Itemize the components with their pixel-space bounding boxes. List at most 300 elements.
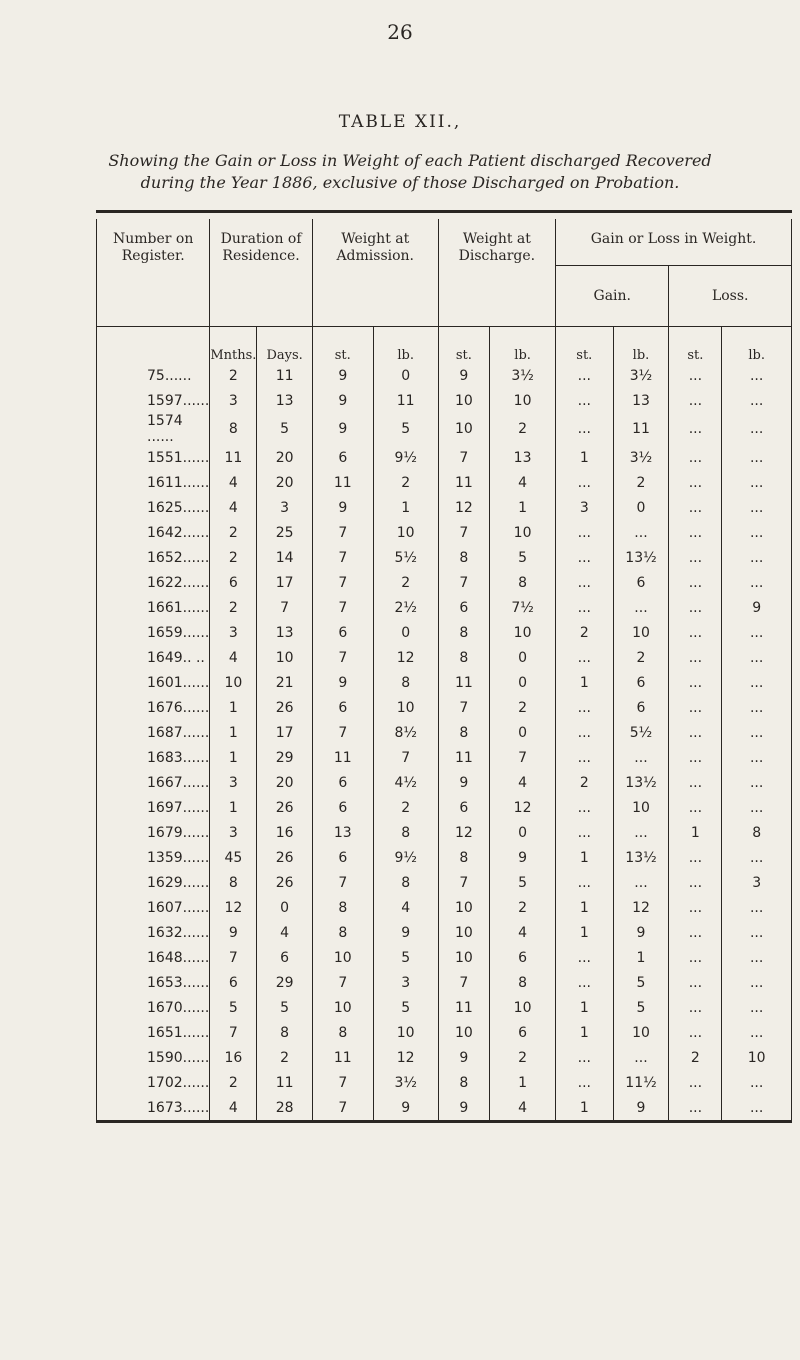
cell-admission-lb: 11: [373, 388, 438, 413]
table-row: [97, 670, 792, 695]
cell-discharge-lb: 10: [490, 995, 556, 1020]
unit-dis-st: st.: [438, 327, 489, 364]
cell-discharge-lb: 0: [490, 820, 556, 845]
cell-admission-st: 13: [312, 820, 373, 845]
cell-months: 8: [210, 413, 257, 445]
cell-months: 4: [210, 1095, 257, 1122]
cell-days: 0: [257, 895, 312, 920]
cell-loss-st: ...: [669, 1020, 722, 1045]
cell-months: 9: [210, 920, 257, 945]
cell-discharge-lb: 7½: [490, 595, 556, 620]
cell-discharge-lb: 13: [490, 445, 556, 470]
cell-gain-lb: 2: [613, 470, 669, 495]
cell-months: 4: [210, 470, 257, 495]
cell-discharge-st: 10: [438, 413, 489, 445]
cell-gain-lb: 13½: [613, 845, 669, 870]
cell-discharge-lb: 1: [490, 1070, 556, 1095]
cell-discharge-lb: 6: [490, 1020, 556, 1045]
table-row: [97, 720, 792, 745]
cell-loss-lb: ...: [722, 845, 792, 870]
cell-gain-lb: 13: [613, 388, 669, 413]
header-gain-or-loss: Gain or Loss in Weight.: [556, 219, 792, 266]
cell-register-number: 1673......: [147, 1099, 210, 1116]
cell-months: 1: [210, 745, 257, 770]
cell-loss-lb: ...: [722, 470, 792, 495]
table-row: [97, 770, 792, 795]
cell-loss-st: ...: [669, 545, 722, 570]
cell-days: 25: [257, 520, 312, 545]
cell-loss-lb: ...: [722, 520, 792, 545]
cell-admission-st: 10: [312, 995, 373, 1020]
cell-gain-st: ...: [556, 388, 613, 413]
cell-gain-lb: 1: [613, 945, 669, 970]
cell-gain-st: ...: [556, 720, 613, 745]
cell-register-number: 1611......: [147, 474, 210, 491]
cell-loss-st: ...: [669, 645, 722, 670]
cell-loss-st: ...: [669, 445, 722, 470]
table-row: [97, 995, 792, 1020]
cell-loss-st: ...: [669, 970, 722, 995]
cell-discharge-lb: 2: [490, 413, 556, 445]
cell-register-number: 1652......: [147, 549, 210, 566]
cell-days: 20: [257, 770, 312, 795]
table-row: [97, 920, 792, 945]
cell-discharge-lb: 0: [490, 720, 556, 745]
cell-admission-lb: 2: [373, 470, 438, 495]
unit-blank: [97, 327, 210, 364]
cell-loss-st: 2: [669, 1045, 722, 1070]
cell-register-number: 1661......: [147, 599, 210, 616]
table-row: [97, 1095, 792, 1122]
cell-gain-lb: 0: [613, 495, 669, 520]
cell-discharge-st: 9: [438, 770, 489, 795]
header-gain: Gain.: [556, 266, 669, 327]
cell-months: 2: [210, 1070, 257, 1095]
cell-gain-st: ...: [556, 970, 613, 995]
cell-register-number: 1670......: [147, 999, 210, 1016]
cell-discharge-st: 12: [438, 820, 489, 845]
cell-discharge-lb: 2: [490, 895, 556, 920]
cell-discharge-lb: 4: [490, 770, 556, 795]
cell-days: 26: [257, 795, 312, 820]
cell-gain-st: ...: [556, 870, 613, 895]
cell-gain-st: ...: [556, 695, 613, 720]
cell-loss-lb: ...: [722, 770, 792, 795]
cell-months: 2: [210, 520, 257, 545]
cell-loss-st: ...: [669, 870, 722, 895]
cell-admission-st: 7: [312, 520, 373, 545]
cell-gain-lb: 5: [613, 995, 669, 1020]
cell-loss-lb: ...: [722, 945, 792, 970]
cell-days: 13: [257, 388, 312, 413]
cell-months: 2: [210, 595, 257, 620]
cell-loss-lb: ...: [722, 720, 792, 745]
cell-admission-lb: 12: [373, 1045, 438, 1070]
table-row: [97, 1020, 792, 1045]
cell-gain-lb: 6: [613, 695, 669, 720]
cell-loss-st: ...: [669, 1095, 722, 1122]
cell-gain-lb: 6: [613, 570, 669, 595]
table-row: [97, 388, 792, 413]
cell-loss-st: ...: [669, 920, 722, 945]
cell-discharge-lb: 10: [490, 620, 556, 645]
cell-months: 4: [210, 495, 257, 520]
units-row: [97, 327, 792, 364]
cell-months: 1: [210, 795, 257, 820]
cell-gain-st: ...: [556, 470, 613, 495]
header-number-on-register: Number on Register.: [97, 219, 210, 327]
cell-loss-lb: 8: [722, 820, 792, 845]
cell-loss-st: ...: [669, 995, 722, 1020]
cell-register-number: 1659......: [147, 624, 210, 641]
cell-admission-st: 7: [312, 970, 373, 995]
cell-register-number: 1648......: [147, 949, 210, 966]
cell-admission-lb: 4½: [373, 770, 438, 795]
cell-admission-st: 7: [312, 595, 373, 620]
cell-gain-st: 1: [556, 995, 613, 1020]
table-row: [97, 820, 792, 845]
table-row: [97, 945, 792, 970]
cell-discharge-st: 10: [438, 945, 489, 970]
cell-days: 6: [257, 945, 312, 970]
cell-discharge-st: 11: [438, 745, 489, 770]
cell-discharge-lb: 0: [490, 670, 556, 695]
cell-discharge-st: 11: [438, 470, 489, 495]
cell-admission-st: 9: [312, 495, 373, 520]
cell-gain-lb: ...: [613, 1045, 669, 1070]
cell-gain-lb: ...: [613, 745, 669, 770]
cell-discharge-lb: 7: [490, 745, 556, 770]
cell-admission-st: 7: [312, 870, 373, 895]
cell-admission-lb: 3: [373, 970, 438, 995]
unit-days: Days.: [257, 327, 312, 364]
cell-admission-lb: 2: [373, 795, 438, 820]
cell-loss-lb: ...: [722, 545, 792, 570]
table-row: [97, 495, 792, 520]
cell-admission-st: 8: [312, 920, 373, 945]
cell-register-number: 1649.. ..: [147, 649, 205, 666]
cell-discharge-lb: 4: [490, 470, 556, 495]
cell-admission-st: 7: [312, 720, 373, 745]
cell-register-number: 1597......: [147, 392, 210, 409]
cell-gain-st: ...: [556, 545, 613, 570]
cell-gain-st: ...: [556, 595, 613, 620]
cell-gain-st: 2: [556, 770, 613, 795]
cell-days: 2: [257, 1045, 312, 1070]
cell-admission-st: 7: [312, 1070, 373, 1095]
cell-discharge-lb: 4: [490, 1095, 556, 1122]
cell-loss-lb: ...: [722, 388, 792, 413]
cell-loss-st: ...: [669, 670, 722, 695]
cell-admission-st: 6: [312, 770, 373, 795]
cell-loss-st: ...: [669, 745, 722, 770]
cell-loss-lb: 10: [722, 1045, 792, 1070]
cell-months: 1: [210, 720, 257, 745]
table-row: [97, 545, 792, 570]
cell-register-number: 1651......: [147, 1024, 210, 1041]
cell-days: 26: [257, 845, 312, 870]
cell-register-number: 1359......: [147, 849, 210, 866]
unit-adm-lb: lb.: [373, 327, 438, 364]
cell-gain-st: ...: [556, 1045, 613, 1070]
cell-gain-lb: 10: [613, 620, 669, 645]
cell-discharge-st: 7: [438, 695, 489, 720]
cell-admission-st: 6: [312, 695, 373, 720]
cell-discharge-st: 8: [438, 720, 489, 745]
cell-discharge-st: 7: [438, 520, 489, 545]
cell-admission-st: 6: [312, 445, 373, 470]
cell-admission-lb: 2: [373, 570, 438, 595]
unit-gain-lb: lb.: [613, 327, 669, 364]
cell-loss-st: ...: [669, 595, 722, 620]
header-weight-at-admission: Weight at Admission.: [312, 219, 438, 327]
cell-register-number: 1632......: [147, 924, 210, 941]
cell-gain-lb: 6: [613, 670, 669, 695]
cell-days: 5: [257, 413, 312, 445]
cell-discharge-st: 8: [438, 1070, 489, 1095]
cell-loss-lb: 3: [722, 870, 792, 895]
cell-admission-st: 8: [312, 895, 373, 920]
cell-days: 21: [257, 670, 312, 695]
cell-months: 7: [210, 945, 257, 970]
table-row: [97, 520, 792, 545]
cell-loss-st: 1: [669, 820, 722, 845]
cell-loss-lb: ...: [722, 745, 792, 770]
cell-discharge-lb: 4: [490, 920, 556, 945]
cell-admission-lb: 9: [373, 920, 438, 945]
table-row: [97, 895, 792, 920]
cell-register-number: 1625......: [147, 499, 210, 516]
cell-days: 29: [257, 970, 312, 995]
cell-loss-st: ...: [669, 895, 722, 920]
cell-register-number: 1687......: [147, 724, 210, 741]
cell-months: 3: [210, 388, 257, 413]
cell-months: 16: [210, 1045, 257, 1070]
cell-admission-lb: 10: [373, 1020, 438, 1045]
cell-gain-lb: ...: [613, 820, 669, 845]
cell-register-number: 1702......: [147, 1074, 210, 1091]
cell-gain-st: 1: [556, 845, 613, 870]
cell-admission-st: 11: [312, 745, 373, 770]
cell-admission-lb: 12: [373, 645, 438, 670]
cell-discharge-st: 9: [438, 363, 489, 388]
cell-register-number: 1667......: [147, 774, 210, 791]
cell-gain-lb: 10: [613, 1020, 669, 1045]
cell-admission-st: 11: [312, 1045, 373, 1070]
cell-gain-st: 1: [556, 670, 613, 695]
cell-loss-lb: ...: [722, 795, 792, 820]
cell-loss-st: ...: [669, 795, 722, 820]
cell-admission-st: 9: [312, 670, 373, 695]
unit-months: Mnths.: [210, 327, 257, 364]
cell-gain-lb: 13½: [613, 770, 669, 795]
cell-gain-lb: 5: [613, 970, 669, 995]
cell-discharge-st: 6: [438, 595, 489, 620]
table-row: [97, 413, 792, 445]
cell-gain-st: ...: [556, 520, 613, 545]
cell-loss-lb: ...: [722, 695, 792, 720]
cell-admission-st: 11: [312, 470, 373, 495]
cell-gain-lb: 9: [613, 920, 669, 945]
cell-admission-lb: 5: [373, 413, 438, 445]
cell-admission-lb: 9½: [373, 845, 438, 870]
cell-register-number: 1697......: [147, 799, 210, 816]
cell-discharge-lb: 6: [490, 945, 556, 970]
table-row: [97, 870, 792, 895]
cell-admission-lb: 10: [373, 695, 438, 720]
cell-loss-lb: ...: [722, 445, 792, 470]
table-row: [97, 595, 792, 620]
cell-gain-lb: 3½: [613, 363, 669, 388]
cell-loss-lb: ...: [722, 1070, 792, 1095]
unit-gain-st: st.: [556, 327, 613, 364]
cell-register-number: 1642......: [147, 524, 210, 541]
cell-months: 5: [210, 995, 257, 1020]
cell-gain-lb: ...: [613, 595, 669, 620]
cell-discharge-st: 10: [438, 920, 489, 945]
table-row: [97, 445, 792, 470]
cell-gain-lb: 2: [613, 645, 669, 670]
cell-discharge-lb: 8: [490, 970, 556, 995]
page-number: 26: [387, 20, 413, 44]
cell-loss-lb: ...: [722, 495, 792, 520]
cell-months: 1: [210, 695, 257, 720]
cell-months: 10: [210, 670, 257, 695]
cell-days: 17: [257, 720, 312, 745]
header-weight-at-discharge: Weight at Discharge.: [438, 219, 555, 327]
cell-gain-st: 1: [556, 1020, 613, 1045]
cell-gain-lb: ...: [613, 520, 669, 545]
unit-loss-st: st.: [669, 327, 722, 364]
cell-discharge-st: 12: [438, 495, 489, 520]
cell-months: 11: [210, 445, 257, 470]
cell-days: 5: [257, 995, 312, 1020]
cell-discharge-st: 10: [438, 895, 489, 920]
cell-gain-st: ...: [556, 745, 613, 770]
table-row: [97, 1070, 792, 1095]
table-row: [97, 470, 792, 495]
table-row: [97, 845, 792, 870]
cell-loss-lb: ...: [722, 970, 792, 995]
cell-loss-st: ...: [669, 695, 722, 720]
cell-discharge-lb: 2: [490, 1045, 556, 1070]
weight-table: [96, 219, 792, 1123]
cell-admission-st: 10: [312, 945, 373, 970]
header-duration-of-residence: Duration of Residence.: [210, 219, 312, 327]
cell-loss-lb: ...: [722, 895, 792, 920]
cell-admission-lb: 2½: [373, 595, 438, 620]
cell-months: 6: [210, 970, 257, 995]
table-row: [97, 645, 792, 670]
cell-gain-st: ...: [556, 795, 613, 820]
cell-discharge-st: 7: [438, 570, 489, 595]
cell-gain-st: ...: [556, 945, 613, 970]
cell-gain-lb: ...: [613, 870, 669, 895]
cell-days: 11: [257, 1070, 312, 1095]
cell-loss-lb: ...: [722, 995, 792, 1020]
cell-register-number: 1629......: [147, 874, 210, 891]
unit-dis-lb: lb.: [490, 327, 556, 364]
cell-admission-st: 8: [312, 1020, 373, 1045]
table-row: [97, 363, 792, 388]
cell-admission-st: 7: [312, 645, 373, 670]
header-loss: Loss.: [669, 266, 792, 327]
cell-discharge-st: 7: [438, 870, 489, 895]
cell-admission-lb: 3½: [373, 1070, 438, 1095]
table-row: [97, 570, 792, 595]
cell-gain-st: 3: [556, 495, 613, 520]
cell-months: 6: [210, 570, 257, 595]
cell-gain-lb: 13½: [613, 545, 669, 570]
cell-loss-st: ...: [669, 363, 722, 388]
cell-gain-st: 1: [556, 920, 613, 945]
cell-months: 3: [210, 770, 257, 795]
cell-discharge-lb: 12: [490, 795, 556, 820]
cell-admission-lb: 1: [373, 495, 438, 520]
cell-admission-lb: 8½: [373, 720, 438, 745]
cell-register-number: 1622......: [147, 574, 210, 591]
cell-loss-st: ...: [669, 413, 722, 445]
cell-loss-st: ...: [669, 470, 722, 495]
cell-days: 29: [257, 745, 312, 770]
table-row: [97, 745, 792, 770]
cell-days: 16: [257, 820, 312, 845]
cell-days: 10: [257, 645, 312, 670]
cell-loss-st: ...: [669, 388, 722, 413]
top-rule: [96, 210, 792, 213]
cell-days: 17: [257, 570, 312, 595]
cell-months: 8: [210, 870, 257, 895]
cell-days: 7: [257, 595, 312, 620]
cell-admission-lb: 4: [373, 895, 438, 920]
cell-admission-st: 6: [312, 620, 373, 645]
cell-days: 11: [257, 363, 312, 388]
cell-gain-lb: 11: [613, 413, 669, 445]
cell-discharge-lb: 5: [490, 870, 556, 895]
cell-register-number: 75......: [147, 367, 192, 384]
cell-gain-st: ...: [556, 413, 613, 445]
cell-days: 14: [257, 545, 312, 570]
cell-admission-lb: 8: [373, 870, 438, 895]
cell-loss-lb: ...: [722, 920, 792, 945]
cell-admission-lb: 5: [373, 945, 438, 970]
cell-discharge-st: 9: [438, 1045, 489, 1070]
cell-register-number: 1601......: [147, 674, 210, 691]
cell-discharge-st: 7: [438, 970, 489, 995]
unit-adm-st: st.: [312, 327, 373, 364]
cell-gain-st: ...: [556, 1070, 613, 1095]
cell-loss-st: ...: [669, 1070, 722, 1095]
cell-discharge-st: 10: [438, 1020, 489, 1045]
cell-gain-st: ...: [556, 363, 613, 388]
cell-months: 3: [210, 620, 257, 645]
cell-loss-st: ...: [669, 520, 722, 545]
cell-discharge-st: 7: [438, 445, 489, 470]
cell-gain-st: ...: [556, 820, 613, 845]
cell-loss-st: ...: [669, 495, 722, 520]
cell-discharge-st: 10: [438, 388, 489, 413]
cell-admission-lb: 9: [373, 1095, 438, 1122]
cell-months: 2: [210, 545, 257, 570]
cell-gain-lb: 3½: [613, 445, 669, 470]
cell-admission-lb: 0: [373, 620, 438, 645]
cell-gain-st: ...: [556, 570, 613, 595]
cell-admission-lb: 5: [373, 995, 438, 1020]
cell-register-number: 1653......: [147, 974, 210, 991]
cell-register-number: 1590......: [147, 1049, 210, 1066]
cell-months: 7: [210, 1020, 257, 1045]
cell-discharge-lb: 10: [490, 520, 556, 545]
